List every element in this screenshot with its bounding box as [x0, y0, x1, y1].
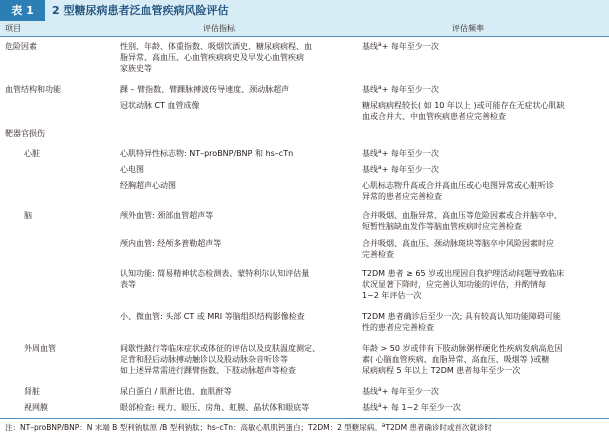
row-brain-indicator-4: 小、微血管: 头部 CT 或 MRI 等脑组织结构影像检查 — [120, 312, 305, 321]
row-heart-sub: 心脏 — [24, 149, 40, 158]
row-peripheral-frequency-1: 年龄 > 50 岁或伴有下肢动脉粥样硬化性疾病发病高危因 — [362, 344, 563, 353]
row-brain-indicator-1: 颅外血管: 颈部血管超声等 — [120, 211, 214, 220]
column-header-row — [0, 21, 609, 36]
row-brain-frequency-4b: 性的患者应完善检查 — [362, 323, 434, 332]
row-brain-indicator-3b: 表等 — [120, 280, 136, 289]
row-kidney-frequency: 基线$^a$+ 每年至少一次 — [362, 386, 439, 396]
row-struct-frequency-2a: 糖尿病病程较长( 如 10 年以上 )或可能存在无症状心肌缺 — [362, 101, 565, 110]
row-heart-indicator-1: 心肌特异性标志物: NT–proBNP/BNP 和 hs–cTn — [120, 149, 294, 158]
row-brain-indicator-2: 颅内血管: 经颅多普勒超声等 — [120, 239, 222, 248]
row-brain-frequency-1a: 合并吸烟、血脂异常、高血压等危险因素或合并脑卒中、 — [362, 211, 562, 220]
row-struct-frequency-1: 基线$^a$+ 每年至少一次 — [362, 84, 439, 94]
row-heart-indicator-3: 经胸超声心动图 — [120, 181, 176, 190]
row-heart-frequency-3a: 心肌标志物升高或合并高血压或心电图异常或心脏听诊 — [362, 181, 554, 190]
row-brain-indicator-3a: 认知功能: 简易精神状态检测表、蒙特利尔认知评估量 — [120, 269, 310, 278]
row-brain-frequency-4a: T2DM 患者确诊后至少一次; 具有较高认知功能障碍可能 — [362, 312, 561, 321]
row-brain-frequency-1b: 短暂性脑缺血发作等脑血管疾病时应完善检查 — [362, 222, 522, 231]
row-risk-frequency: 基线$^a$+ 每年至少一次 — [362, 41, 439, 51]
row-retina-sub: 视网膜 — [24, 403, 48, 412]
row-retina-frequency: 基线$^a$+ 每 1~2 年至少一次 — [362, 402, 461, 412]
row-brain-frequency-2b: 完善检查 — [362, 250, 394, 259]
row-peripheral-indicator-1: 间歇性跛行等临床症状或体征的评估以及皮肤温度测定、 — [120, 344, 320, 353]
row-risk-indicator-3: 家族史等 — [120, 64, 152, 73]
row-heart-frequency-2: 基线$^a$+ 每年至少一次 — [362, 164, 439, 174]
row-struct-indicator-2: 冠状动脉 CT 血管成像 — [120, 101, 200, 110]
row-retina-indicator: 眼部检查: 视力、眼压、房角、虹膜、晶状体和眼底等 — [120, 403, 310, 412]
header-frequency: 评估频率 — [452, 24, 484, 33]
row-kidney-sub: 肾脏 — [24, 387, 40, 396]
row-peripheral-frequency-3: 尿病病程 5 年以上 T2DM 患者每年至少一次 — [362, 366, 521, 375]
row-heart-indicator-2: 心电图 — [120, 165, 144, 174]
row-risk-category: 危险因素 — [5, 42, 37, 51]
row-kidney-indicator: 尿白蛋白 / 肌酐比值、血肌酐等 — [120, 387, 232, 396]
row-brain-frequency-3c: 1~2 年评估一次 — [362, 291, 422, 300]
row-heart-frequency-1: 基线$^a$+ 每年至少一次 — [362, 148, 439, 158]
table-bottom-rule — [0, 418, 609, 419]
table-title-bar — [0, 0, 609, 21]
row-peripheral-indicator-2: 足背和胫后动脉搏动触诊以及股动脉杂音听诊等 — [120, 355, 288, 364]
row-brain-frequency-3a: T2DM 患者 ≥ 65 岁或出现因自我护理活动问题导致临床 — [362, 269, 565, 278]
row-struct-frequency-2b: 血或合并大、中血管疾病患者应完善检查 — [362, 112, 506, 121]
table-number: 表 1 — [0, 0, 45, 21]
header-item: 项目 — [5, 24, 21, 33]
table-title: 2 型糖尿病患者泛血管疾病风险评估 — [52, 4, 229, 17]
row-peripheral-sub: 外周血管 — [24, 344, 56, 353]
header-bottom-rule — [0, 36, 609, 37]
row-brain-frequency-3b: 状况显著下降时，应完善认知功能的评估，并酌情每 — [362, 280, 546, 289]
row-brain-frequency-2a: 合并吸烟、高血压、颈动脉斑块等脑卒中风险因素时应 — [362, 239, 554, 248]
table-footnote: 注：NT–proBNP/BNP：N 末端 B 型利钠肽原 /B 型利钠肽；hs–cTn：高敏心肌肌钙蛋白；T2DM：2 型糖尿病。$^a$T2DM 患者确诊时或首次就诊时 — [5, 422, 492, 432]
row-heart-frequency-3b: 异常的患者应完善检查 — [362, 192, 442, 201]
row-risk-indicator-2: 脂异常、高血压、心血管疾病病史及早发心血管疾病 — [120, 53, 304, 62]
row-peripheral-frequency-2: 素( 心脑血管疾病、血脂异常、高血压、吸烟等 )或糖 — [362, 355, 550, 364]
header-indicator: 评估指标 — [203, 24, 235, 33]
row-risk-indicator-1: 性别、年龄、体重指数、吸烟饮酒史、糖尿病病程、血 — [120, 42, 312, 51]
row-brain-sub: 脑 — [24, 211, 32, 220]
row-organ-category: 靶器官损伤 — [5, 129, 45, 138]
row-struct-indicator-1: 踝 – 臂指数、臂踝脉搏波传导速度、颈动脉超声 — [120, 85, 290, 94]
row-struct-category: 血管结构和功能 — [5, 85, 61, 94]
row-peripheral-indicator-3: 如上述异常需进行踝臂指数、下肢动脉超声等检查 — [120, 366, 296, 375]
